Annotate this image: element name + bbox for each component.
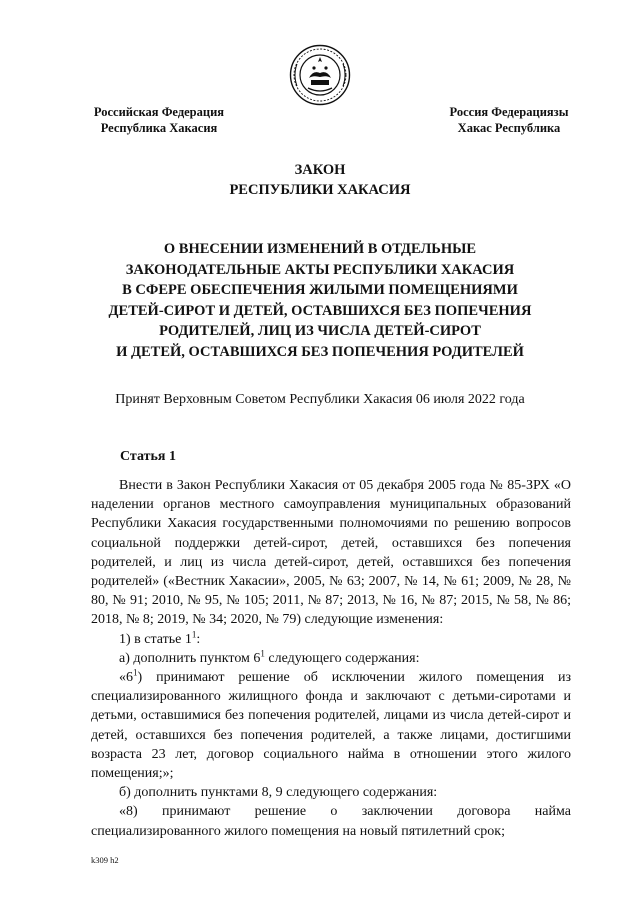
superscript: 1	[191, 628, 197, 639]
article-body	[91, 476, 571, 841]
law-title	[100, 239, 540, 362]
adoption-line: Принят Верховным Советом Республики Хакасия 06 июля 2022 года	[115, 392, 525, 407]
title-line: О ВНЕСЕНИИ ИЗМЕНЕНИЙ В ОТДЕЛЬНЫЕ	[163, 241, 477, 257]
coat-of-arms-icon	[289, 44, 351, 106]
title-line: ДЕТЕЙ-СИРОТ И ДЕТЕЙ, ОСТАВШИХСЯ БЕЗ ПОПЕЧЕНИЯ	[108, 302, 532, 319]
header-left-line2: Республика Хакасия	[100, 121, 218, 135]
paragraph: Внести в Закон Республики Хакасия от 05 декабря 2005 года № 85-ЗРХ «О наделении органов местного самоуправления муниципальных образований Республики Хакасия государственными полномочиями по решению вопросов социальной поддержки детей-сирот, детей, оставшихся без попечения родителей, и лиц из числа детей-сирот, детей, оставшихся без попечения родителей» («Вестник Хакасии», 2005, № 63; 2007, № 14, № 61; 2009, № 28, № 80, № 91; 2010, № 95, № 105; 2011, № 87; 2013, № 16, № 87; 2015, № 58, № 86; 2018, № 8; 2019, № 34; 2020, № 79) следующие изменения:	[91, 478, 571, 628]
paragraph-text: :	[196, 631, 201, 647]
superscript: 1	[133, 667, 138, 678]
header-right-line1: Россия Федерациязы	[449, 105, 569, 119]
paragraph: б) дополнить пунктами 8, 9 следующего содержания:	[119, 785, 438, 801]
paragraph-text: «6	[119, 670, 133, 686]
title-line: В СФЕРЕ ОБЕСПЕЧЕНИЯ ЖИЛЫМИ ПОМЕЩЕНИЯМИ	[122, 282, 518, 298]
footer-code: k309 h2	[91, 855, 119, 865]
paragraph	[91, 649, 571, 668]
paragraph-text: ) принимают решение об исключении жилого помещения из специализированного жилищного фонда и заключают с детьми-сиротами и детьми, оставшимися без попечения родителей, лицами из числа детей-сирот и детей, оставшихся без попечения родителей, а также лицами, достигшими возраста 23 лет, договор социального найма в отношении этого жилого помещения;»;	[91, 670, 571, 782]
paragraph: «8) принимают решение о заключении договора найма специализированного жилого помещения на новый пятилетний срок;	[91, 804, 571, 839]
law-heading	[0, 160, 640, 200]
paragraph	[91, 630, 571, 649]
header-left	[86, 104, 232, 136]
header-left-line1: Российская Федерация	[93, 105, 225, 119]
header-right	[444, 104, 574, 136]
law-heading-line2: РЕСПУБЛИКИ ХАКАСИЯ	[229, 182, 411, 198]
superscript: 1	[260, 648, 265, 659]
title-line: И ДЕТЕЙ, ОСТАВШИХСЯ БЕЗ ПОПЕЧЕНИЯ РОДИТЕЛЕЙ	[116, 343, 524, 360]
title-line: РОДИТЕЛЕЙ, ЛИЦ ИЗ ЧИСЛА ДЕТЕЙ-СИРОТ	[159, 323, 481, 339]
law-heading-line1: ЗАКОН	[294, 162, 346, 178]
paragraph-text: следующего содержания:	[264, 650, 420, 666]
paragraph	[91, 668, 571, 783]
title-line: ЗАКОНОДАТЕЛЬНЫЕ АКТЫ РЕСПУБЛИКИ ХАКАСИЯ	[125, 261, 515, 278]
paragraph-text: 1) в статье 1	[119, 631, 192, 647]
article-heading: Статья 1	[120, 449, 176, 464]
header-right-line2: Хакас Республика	[457, 121, 561, 135]
paragraph-text: а) дополнить пунктом 6	[119, 650, 261, 666]
